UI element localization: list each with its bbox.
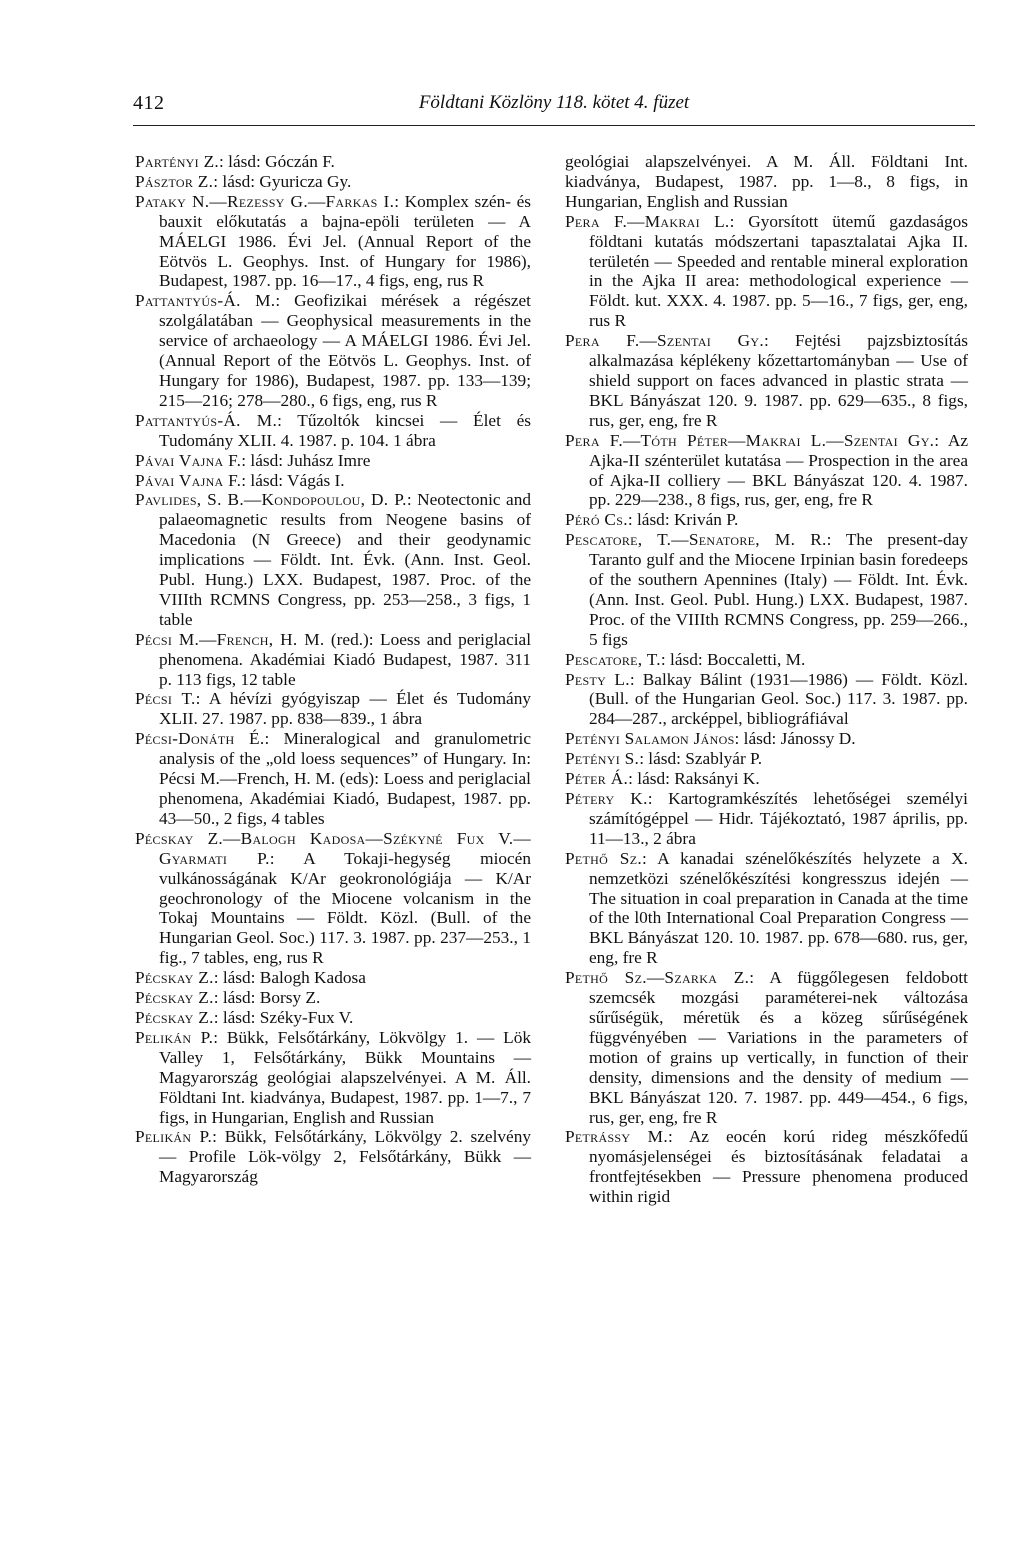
entry-text: : A Tokaji-hegység miocén vulkánosságának K/Ar geokronológiája — K/Ar geochronology of the Miocene volcanism in the Tokaj Mountains — Földt. Közl. (Bull. of the Hungarian Geol. Soc.) 117. 3. 1987. pp. 237—253., 1 fig., 7 tables, eng, rus R	[159, 848, 531, 968]
entry-text: : The present-day Taranto gulf and the Miocene Irpinian basin foredeeps of the southern Apennines (Italy) — Földt. Int. Évk. (Ann. Inst. Geol. Publ. Hung.) LXX. Budapest, 1987. Proc. of the VIIIth RCMNS Congress, pp. 259—266., 5 figs	[589, 530, 968, 649]
entry-text: : Gyorsított ütemű gazdaságos földtani kutatás módszertani tapasztalatai Ajka II. területén — Speeded and rentable mineral exploration in the Ajka II area: methodological experience — Földt. kut. XXX. 4. 1987. pp. 5—16., 7 figs, ger, eng, rus R	[589, 211, 968, 331]
entry-author: Pécsi M.—French, H. M.	[135, 629, 325, 649]
entry-author: Pesty L.	[565, 669, 630, 689]
bibliography-entry	[135, 829, 531, 968]
bibliography-entry	[135, 1127, 531, 1187]
entry-text: : lásd: Gyuricza Gy.	[213, 171, 352, 191]
entry-author: Pataky N.—Rezessy G.—Farkas I.	[135, 191, 395, 211]
entry-author: Pécsi T.	[135, 689, 196, 709]
entry-text: : lásd: Jánossy D.	[734, 729, 856, 749]
entry-author: Pattantyús-Á. M.	[135, 291, 276, 311]
entry-text: : Bükk, Felsőtárkány, Lökvölgy 1. — Lök Valley 1, Felsőtárkány, Bükk Mountains — Magyarország geológiai alapszelvényei. A M. Áll. Földtani Int. kiadványa, Budapest, 1987. pp. 1—7., 7 figs, in Hungarian, English and Russian	[159, 1027, 531, 1127]
entry-author: Pescatore, T.	[565, 649, 661, 669]
entry-author: Pelikán P.	[135, 1127, 213, 1147]
bibliography-entry	[565, 212, 968, 331]
bibliography-entry	[565, 152, 968, 212]
entry-text: : Neotectonic and palaeomagnetic results from Neogene basins of Macedonia (N Greece) and their geodynamic implications — Földt. Int. Évk. (Ann. Inst. Geol. Publ. Hung.) LXX. Budapest, 1987. Proc. of the VIIIth RCMNS Congress, pp. 253—258., 3 figs, 1 table	[159, 490, 531, 629]
entry-text: : A hévízi gyógyiszap — Élet és Tudomány XLII. 27. 1987. pp. 838—839., 1 ábra	[159, 689, 531, 729]
bibliography-entry	[135, 968, 531, 988]
entry-text: : Kartogramkészítés lehetőségei személyi számítógéppel — Hidr. Tájékoztató, 1987 április, pp. 11—13., 2 ábra	[589, 789, 968, 848]
bibliography-entry	[565, 1127, 968, 1207]
entry-author: Pécskay Z.	[135, 988, 214, 1008]
bibliography-entry	[565, 968, 968, 1127]
header-rule	[133, 125, 975, 126]
entry-text: (red.): Loess and periglacial phenomena. Akadémiai Kiadó Budapest, 1987. 311 p. 113 figs, 12 table	[159, 629, 532, 689]
bibliography-entry	[135, 451, 531, 471]
entry-text: : A kanadai szénelőkészítés helyzete a X. nemzetközi szénelőkészítési kongresszus idején — The situation in coal preparation in Canada at the time of the l0th International Coal Preparation Congress — BKL Bányászat 120. 10. 1987. pp. 678—680. rus, ger, eng, fre R	[589, 848, 968, 968]
bibliography-entry	[565, 769, 968, 789]
entry-author: Pávai Vajna F.	[135, 470, 242, 490]
entry-text: : Bükk, Felsőtárkány, Lökvölgy 2. szelvény — Profile Lök-völgy 2, Felsőtárkány, Bükk — Magyarország	[159, 1127, 531, 1187]
entry-author: Pécsi-Donáth É.	[135, 729, 265, 749]
bibliography-entry	[135, 1008, 531, 1028]
entry-author: Petényi S.	[565, 749, 640, 769]
bibliography-entry	[565, 789, 968, 849]
entry-author: Pera F.—Tóth Péter—Makrai L.—Szentai Gy.	[565, 430, 935, 450]
bibliography-entry	[565, 510, 968, 530]
bibliography-entry	[135, 1028, 531, 1128]
entry-text: : Balkay Bálint (1931—1986) — Földt. Közl. (Bull. of the Hungarian Geol. Soc.) 117. 3. 1987. pp. 284—287., arcképpel, bibliográfiával	[589, 669, 968, 729]
entry-text: : Az Ajka-II szénterület kutatása — Prospection in the area of Ajka-II colliery — BKL Bányászat 120. 4. 1987. pp. 229—238., 8 figs, rus, ger, eng, fre R	[589, 430, 968, 510]
entry-author: Pávai Vajna F.	[135, 450, 242, 470]
entry-text: : A függőlegesen feldobott szemcsék mozgási paraméterei-nek változása sűrűségük, méretük és a közeg sűrűségének függvényében — Variations in the parameters of motion of grains up vertically, in function of their density, dimensions and the density of medium — BKL Bányászat 120. 7. 1987. pp. 449—454., 6 figs, rus, ger, eng, fre R	[589, 968, 968, 1127]
bibliography-entry	[565, 729, 968, 749]
entry-text: : Fejtési pajzsbiztosítás alkalmazása képlékeny kőzettartományban — Use of shield support on faces advanced in plastic strata — BKL Bányászat 120. 9. 1987. pp. 629—635., 8 figs, rus, ger, eng, fre R	[589, 331, 968, 430]
page-number: 412	[133, 92, 165, 114]
entry-text: : lásd: Kriván P.	[627, 510, 739, 530]
entry-author: Pera F.—Makrai L.	[565, 211, 730, 231]
bibliography-entry	[135, 729, 531, 829]
entry-text: : lásd: Góczán F.	[219, 152, 335, 171]
entry-text: : Geofizikai mérések a régészet szolgálatában — Geophysical measurements in the service of archaeology — A MÁELGI 1986. Évi Jel. (Annual Report of the Eötvös L. Geophys. Inst. of Hungary for 1986), Budapest, 1987. pp. 133—139; 215—216; 278—280., 6 figs, eng, rus R	[159, 291, 531, 410]
entry-text: : lásd: Széky-Fux V.	[213, 1007, 354, 1027]
bibliography-entry	[135, 411, 531, 451]
entry-text: : Az eocén korú rideg mészkőfedű nyomásjelenségei és biztosításának feladatai a frontfejtésekben — Pressure phenomena produced within rigid	[589, 1127, 969, 1207]
entry-author: Pécskay Z.	[135, 968, 214, 988]
entry-author: Péró Cs.	[565, 510, 628, 530]
entry-author: Péter Á.	[565, 769, 629, 789]
entry-text: : Tűzoltók kincsei — Élet és Tudomány XLII. 4. 1987. p. 104. 1 ábra	[159, 410, 531, 450]
entry-text: : Komplex szén- és bauxit előkutatás a bajna-epöli területen — A MÁELGI 1986. Évi Jel. (Annual Report of the Eötvös L. Geophys. Inst. of Hungary for 1986), Budapest, 1987. pp. 16—17., 4 figs, eng, rus R	[159, 191, 531, 291]
bibliography-entry	[565, 849, 968, 968]
entry-author: Pescatore, T.—Senatore, M. R.	[565, 530, 827, 550]
page-header	[133, 92, 975, 126]
entry-author: Pavlides, S. B.—Kondopoulou, D. P.	[135, 490, 407, 510]
bibliography-entry	[135, 988, 531, 1008]
entry-author: Petrássy M.	[565, 1127, 668, 1147]
right-column	[565, 152, 968, 1207]
bibliography-entry	[565, 670, 968, 730]
running-title: Földtani Közlöny 118. kötet 4. füzet	[418, 92, 690, 113]
entry-author: Pécskay Z.—Balogh Kadosa—Székyné Fux V.—Gyarmati P.	[135, 828, 531, 868]
entry-text: : lásd: Balogh Kadosa	[213, 968, 366, 988]
bibliography-entry	[135, 471, 531, 491]
entry-text: : Mineralogical and granulometric analysis of the „old loess sequences” of Hungary. In: Pécsi M.—French, H. M. (eds): Loess and periglacial phenomena, Akadémiai Kiadó, Budapest, 1987. pp. 43—50., 2 figs, 4 tables	[159, 729, 531, 828]
entry-author: Pera F.—Szentai Gy.	[565, 331, 764, 351]
entry-author: Partényi Z.	[135, 152, 220, 171]
entry-text: : lásd: Raksányi K.	[628, 769, 760, 789]
entry-text: : lásd: Juhász Imre	[241, 450, 371, 470]
bibliography-entry	[135, 630, 531, 690]
bibliography-entry	[135, 192, 531, 292]
bibliography-entry	[565, 650, 968, 670]
entry-text: : lásd: Borsy Z.	[213, 988, 321, 1008]
entry-text: : lásd: Vágás I.	[241, 470, 345, 490]
entry-author: Pattantyús-Á. M.	[135, 410, 278, 430]
entry-author: Pethő Sz.	[565, 848, 642, 868]
bibliography-entry	[135, 291, 531, 410]
entry-author: Pelikán P.	[135, 1027, 214, 1047]
bibliography-entry	[135, 689, 531, 729]
entry-author: Pethő Sz.—Szarka Z.	[565, 968, 750, 988]
entry-text: geológiai alapszelvényei. A M. Áll. Földtani Int. kiadványa, Budapest, 1987. pp. 1—8., 8 figs, in Hungarian, English and Russian	[565, 152, 968, 211]
entry-author: Petényi Salamon János	[565, 729, 735, 749]
bibliography-entry	[135, 172, 531, 192]
entry-text: : lásd: Szablyár P.	[639, 749, 763, 769]
entry-author: Pécskay Z.	[135, 1007, 214, 1027]
left-column	[135, 152, 531, 1187]
bibliography-entry	[135, 152, 531, 172]
bibliography-entry	[565, 530, 968, 649]
bibliography-entry	[135, 490, 531, 629]
entry-author: Pásztor Z.	[135, 171, 214, 191]
bibliography-entry	[565, 331, 968, 431]
entry-author: Pétery K.	[565, 789, 648, 808]
entry-text: : lásd: Boccaletti, M.	[660, 649, 806, 669]
bibliography-entry	[565, 749, 968, 769]
bibliography-entry	[565, 431, 968, 511]
